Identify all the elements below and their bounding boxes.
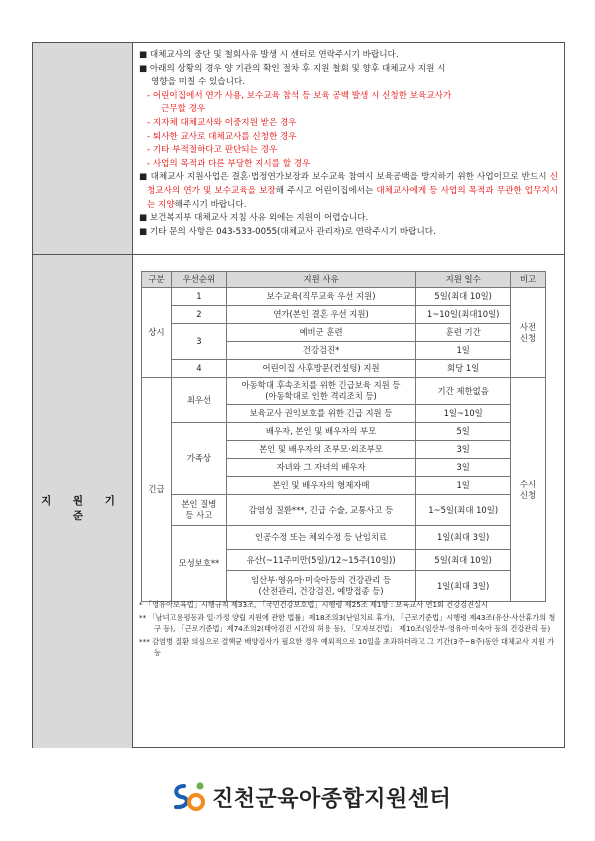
reason-cell: 감염성 질환***, 긴급 수술, 교통사고 등 [226, 495, 416, 526]
notice-item-3 [139, 171, 558, 212]
reason-cell: 보육교사 권익보호를 위한 긴급 지원 등 [226, 405, 416, 423]
table-row [142, 526, 546, 550]
support-table [141, 271, 546, 602]
days-cell: 1일 [416, 342, 511, 360]
reason-cell: 건강검진* [226, 342, 416, 360]
note-urgent: 수시 신청 [511, 378, 546, 602]
section2-label-cell [33, 255, 133, 748]
table-row [142, 288, 546, 306]
footnote-text: 감염병 질환 의심으로 결핵균 배양검사가 필요한 경우 예외적으로 10일을 초과하더라고 그 기간(3주~8주)동안 대체교사 지원 가능 [152, 636, 555, 657]
warning-item-5: - 사업의 목적과 다른 부당한 지시를 할 경우 [147, 158, 311, 169]
group-normal: 상시 [142, 288, 172, 378]
header-reason: 지원 사유 [226, 272, 416, 288]
notice-text [139, 49, 558, 239]
warning-item-1-cont: 근무할 경우 [161, 104, 206, 115]
footnotes [139, 599, 558, 660]
footnote-text: 「영유아보육법」시행규칙 제33조, 「국민건강보호법」시행령 제25조 제1항 : 보육교사 연1회 건강검진실시 [144, 600, 488, 609]
notice-cell [133, 43, 564, 255]
table-row [142, 495, 546, 526]
reason-cell: 아동학대 후속조치를 위한 긴급보육 지원 등 (아동학대로 인한 격리조치 등) [226, 378, 416, 405]
days-cell: 1일~10일 [416, 405, 511, 423]
reason-cell: 임산부·영유아·미숙아등의 건강관리 등 (산전관리, 건강검진, 예방접종 등) [226, 571, 416, 602]
notice-item-3-part-c: 해 주시고 어린이집에서는 [275, 185, 377, 196]
days-cell: 5일(최대 10일) [416, 550, 511, 571]
notice-item-5: ■ 기타 문의 사항은 043-533-0055(대체교사 관리자)로 연락주시기 바랍니다. [139, 226, 436, 237]
header-priority: 우선순위 [171, 272, 226, 288]
notice-item-1: ■ 대체교사의 중단 및 철회사유 발생 시 센터로 연락주시기 바랍니다. [139, 50, 399, 60]
notice-item-2: ■ 아래의 상황의 경우 양 기관의 확인 절차 후 지원 철회 및 향후 대체교사 지원 시 [139, 63, 446, 74]
table-header-row [142, 272, 546, 288]
center-logo [170, 778, 452, 814]
warning-item-3: - 퇴사한 교사로 대체교사를 신청한 경우 [147, 131, 297, 142]
table-row [142, 324, 546, 342]
days-cell: 5일 [416, 423, 511, 441]
warning-item-2: - 지자체 대체교사와 이중지원 받은 경우 [147, 117, 297, 128]
header-days: 지원 일수 [416, 272, 511, 288]
section1-label-cell [33, 43, 133, 255]
table-row [142, 378, 546, 405]
warning-item-1: - 어린이집에서 연가 사용, 보수교육 참석 등 보육 공백 발생 시 신청한 보육교사가 [147, 90, 452, 101]
rank-cell: 3 [171, 324, 226, 360]
days-cell: 1~10일(최대10일) [416, 306, 511, 324]
notice-item-3-part-a: ■ 대체교사 지원사업은 결혼·법정연가보장과 보수교육 참여시 보육공백을 방지하기 위한 사업이므로 반드시 [139, 172, 550, 183]
header-category: 구분 [142, 272, 172, 288]
group-urgent: 긴급 [142, 378, 172, 602]
days-cell: 3일 [416, 459, 511, 477]
footnote-2 [139, 612, 558, 635]
center-name: 진천군육아종합지원센터 [212, 787, 452, 812]
reason-cell: 자녀와 그 자녀의 배우자 [226, 459, 416, 477]
note-normal: 사전 신청 [511, 288, 546, 378]
days-cell: 1일(최대 3일) [416, 571, 511, 602]
footnote-3 [139, 636, 558, 659]
support-criteria-cell [133, 255, 564, 748]
days-cell: 1일(최대 3일) [416, 526, 511, 550]
footnote-1 [139, 599, 558, 611]
support-criteria-label: 지 원 기 준 [41, 495, 124, 522]
reason-cell: 보수교육(직무교육 우선 지원) [226, 288, 416, 306]
days-cell: 회당 1일 [416, 360, 511, 378]
warning-item-4: - 기타 부적절하다고 판단되는 경우 [147, 145, 278, 156]
table-row [142, 360, 546, 378]
notice-item-3-part-e: 해주시기 바랍니다. [174, 199, 247, 210]
header-note: 비고 [511, 272, 546, 288]
reason-cell: 본인 및 배우자의 조부모·외조부모 [226, 441, 416, 459]
footnote-mark: * [139, 600, 143, 609]
rank-cell: 2 [171, 306, 226, 324]
rank-cell: 4 [171, 360, 226, 378]
days-cell: 1~5일(최대 10일) [416, 495, 511, 526]
reason-cell: 본인 및 배우자의 형제자매 [226, 477, 416, 495]
subgroup-cell: 가족상 [171, 423, 226, 495]
footnote-mark: *** [139, 636, 150, 646]
subgroup-cell: 본인 질병 등 사고 [171, 495, 226, 526]
document-frame [32, 42, 565, 748]
days-cell: 훈련 기간 [416, 324, 511, 342]
days-cell: 5일(최대 10일) [416, 288, 511, 306]
notice-item-3-emphasis-2: 대체교사에게 등 사업의 목적과 무관한 업무지시는 지양 [147, 185, 558, 210]
days-cell: 3일 [416, 441, 511, 459]
footnote-text: 「남녀고용평등과 일·가정 양립 지원에 관한 법률」제18조의3(난임치료 휴가), 「근로기준법」시행령 제43조(유산·사산휴가의 청구 등), 「근로기준법」제74조의2(태아검진 시간의 허용 등), 「모자보건법」 제10조(임산부·영유아·미숙아 등의 건강관리 등) [148, 612, 556, 633]
notice-item-4: ■ 보건복지부 대체교사 지침 사유 외에는 지원이 어렵습니다. [139, 213, 369, 224]
reason-cell: 연가(본인 결혼 우선 지원) [226, 306, 416, 324]
rank-cell: 1 [171, 288, 226, 306]
days-cell: 1일 [416, 477, 511, 495]
subgroup-cell: 모성보호** [171, 526, 226, 602]
days-cell: 기간 제한없음 [416, 378, 511, 405]
notice-item-2-cont: 영향을 미칠 수 있습니다. [151, 77, 245, 88]
logo-mark-icon [170, 778, 210, 814]
reason-cell: 유산(~11주미만(5일)/12~15주(10일)) [226, 550, 416, 571]
reason-cell: 어린이집 사후방문(컨설팅) 지원 [226, 360, 416, 378]
reason-cell: 예비군 훈련 [226, 324, 416, 342]
notice-item-3-emphasis-1: 신청교사의 연가 및 보수교육을 보장 [147, 172, 558, 196]
reason-cell: 배우자, 본인 및 배우자의 부모 [226, 423, 416, 441]
subgroup-cell: 최우선 [171, 378, 226, 423]
table-row [142, 306, 546, 324]
reason-cell: 인공수정 또는 체외수정 등 난임치료 [226, 526, 416, 550]
footnote-mark: ** [139, 612, 147, 622]
table-row [142, 423, 546, 441]
